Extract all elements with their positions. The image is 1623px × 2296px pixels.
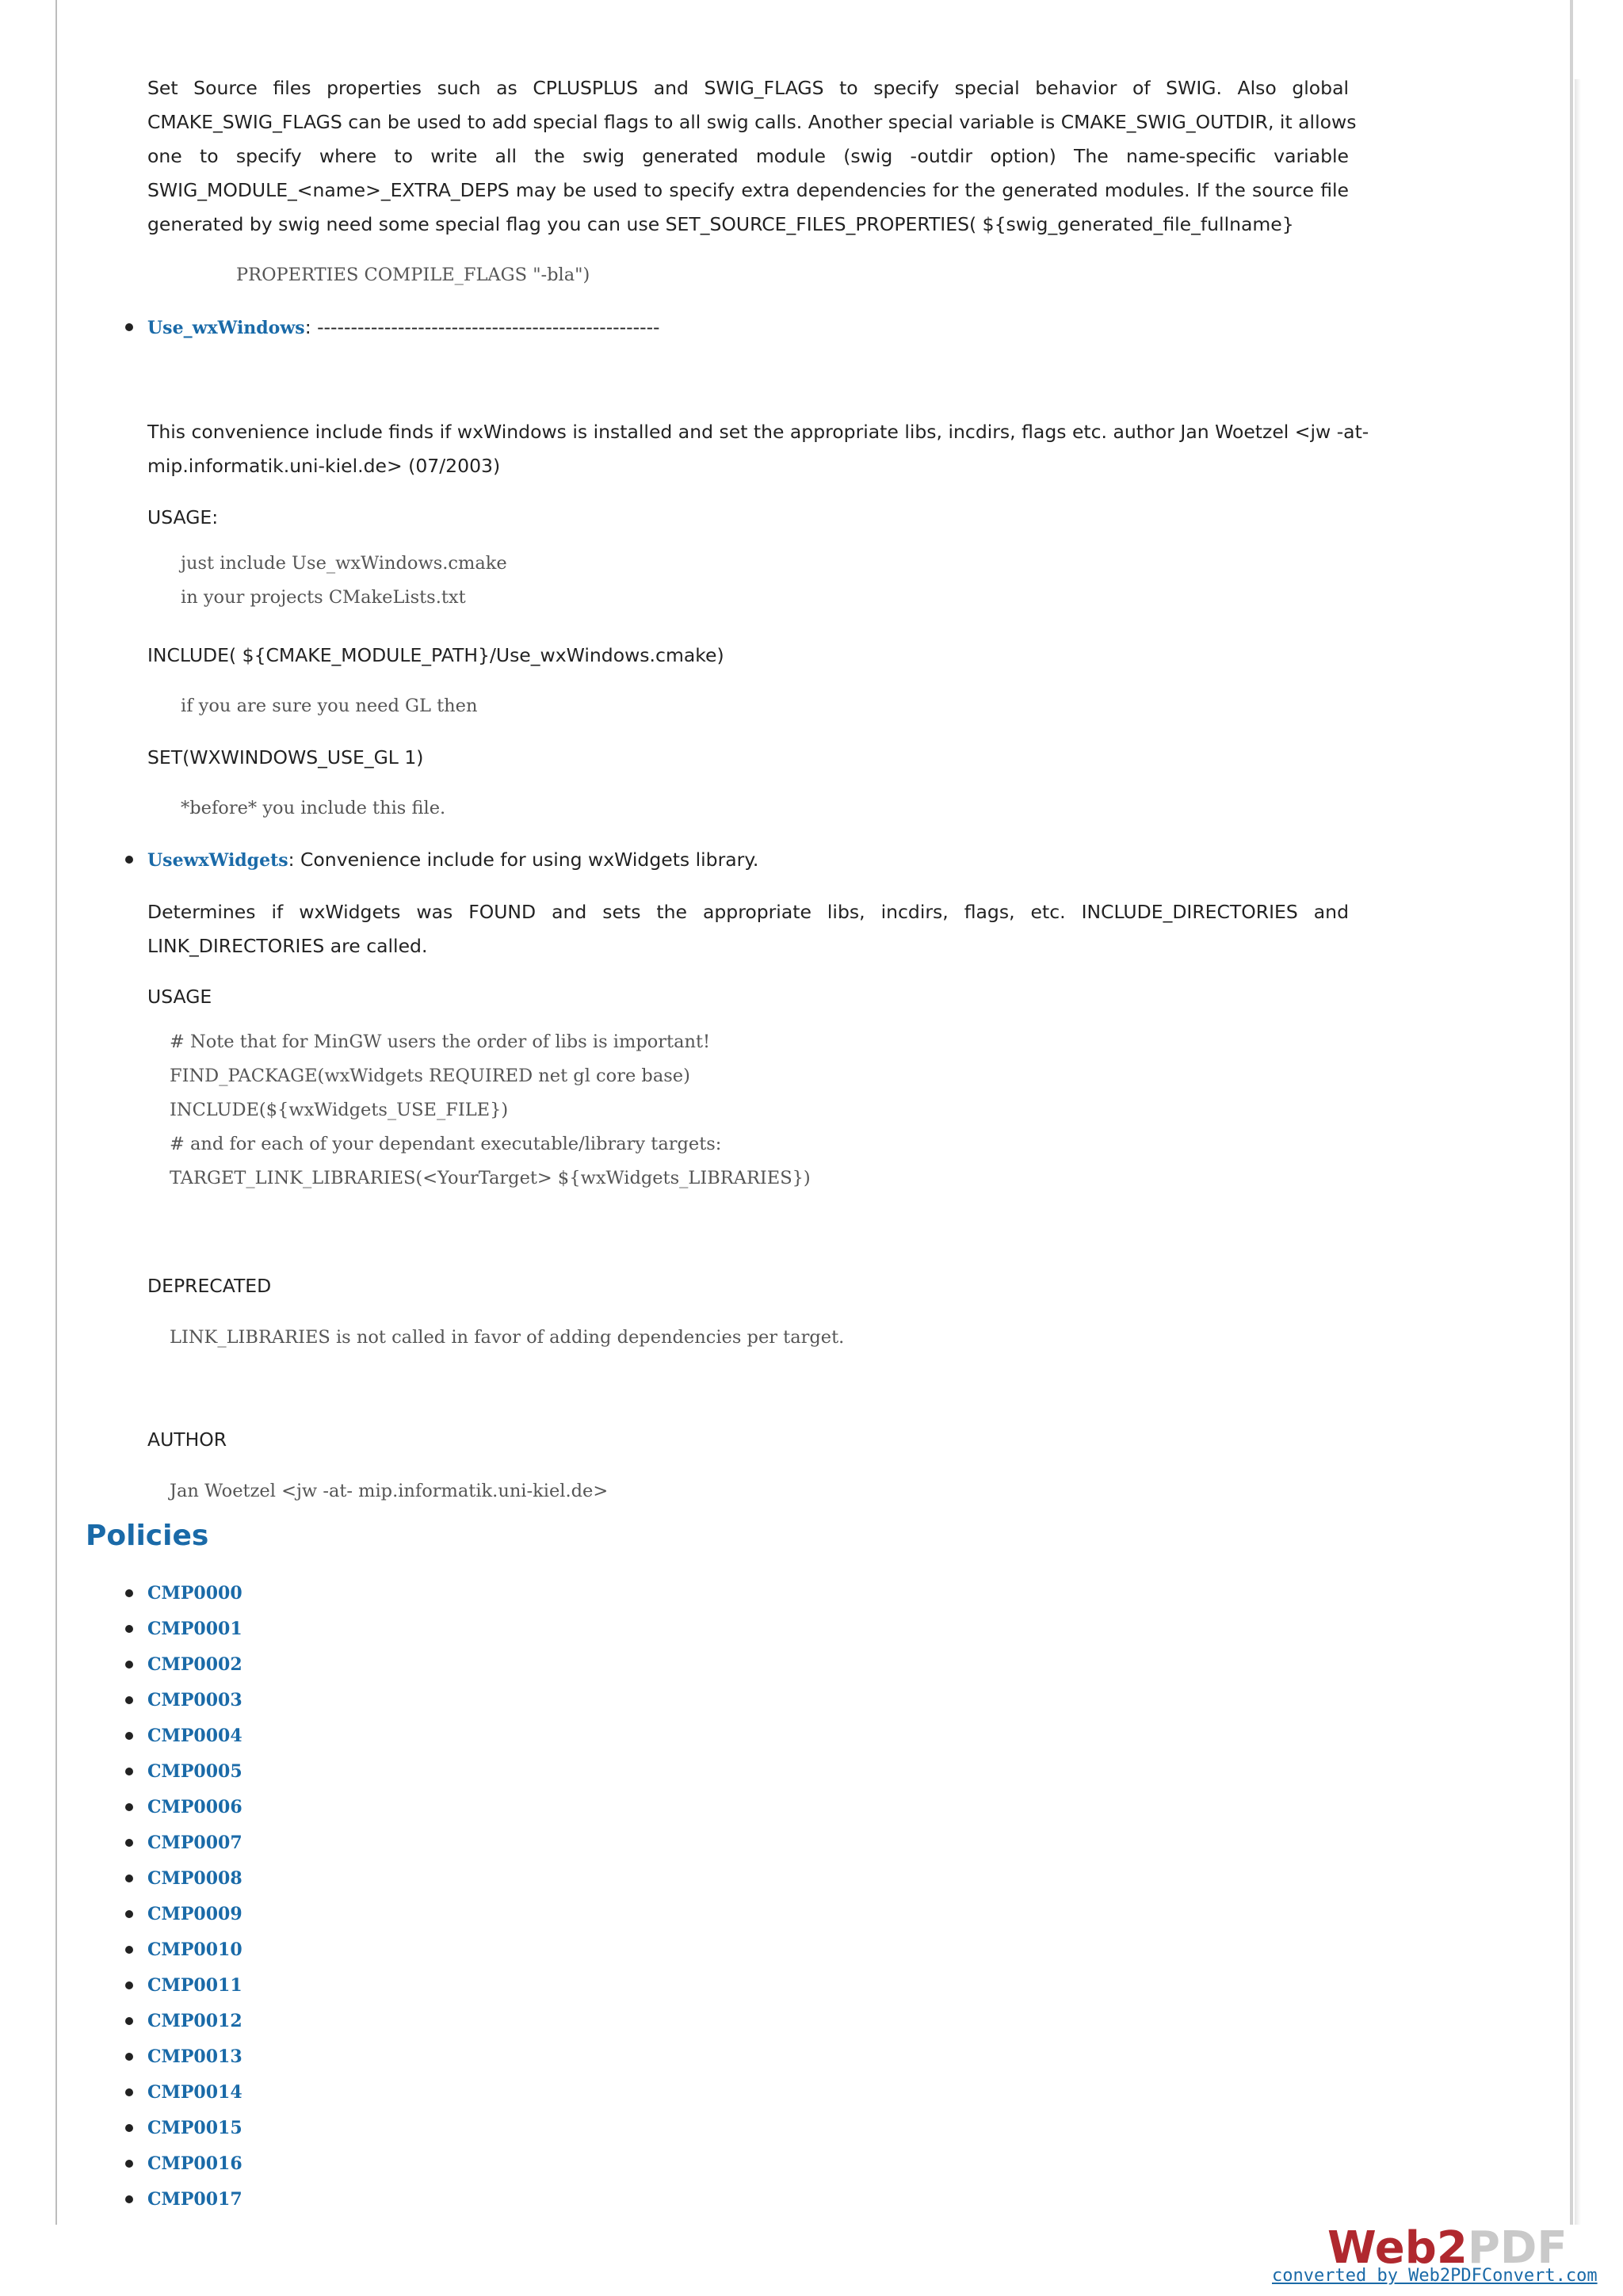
use-wxwindows-code-3: *before* you include this file. [181,798,446,818]
bullet [125,1910,133,1918]
bullet [125,1768,133,1775]
bullet [125,1661,133,1669]
usewxwidgets-author-code: Jan Woetzel <jw -at- mip.informatik.uni-kiel.de> [170,1481,609,1501]
policy-link[interactable]: CMP0009 [147,1904,242,1924]
swig-line-3: one to specify where to write all the swig generated module (swig -outdir option) The name-specific variable [147,145,1349,167]
use-wxwindows-code-2: if you are sure you need GL then [181,696,478,716]
bullet [125,1696,133,1704]
usewxwidgets-suffix: : Convenience include for using wxWidgets library. [288,849,759,871]
policy-link[interactable]: CMP0007 [147,1833,242,1853]
policy-link[interactable]: CMP0015 [147,2118,242,2138]
code-line: TARGET_LINK_LIBRARIES(<YourTarget> ${wxWidgets_LIBRARIES}) [170,1168,811,1188]
usewxwidgets-desc-line-1: Determines if wxWidgets was FOUND and sets the appropriate libs, incdirs, flags, etc. INCLUDE_DIRECTORIES and [147,901,1349,923]
use-wxwindows-link[interactable]: Use_wxWindows [147,318,305,338]
policy-link[interactable]: CMP0000 [147,1583,242,1604]
use-wxwindows-desc-line-1: This convenience include finds if wxWindows is installed and set the appropriate libs, incdirs, flags etc. author Jan Woetzel <jw -at- [147,421,1369,443]
bullet [125,323,133,331]
swig-paragraph [147,71,1357,208]
code-line: just include Use_wxWindows.cmake [181,553,507,574]
usewxwidgets-link[interactable]: UsewxWidgets [147,850,288,871]
bullet [125,2195,133,2203]
code-line: in your projects CMakeLists.txt [181,587,466,608]
policy-link[interactable]: CMP0010 [147,1939,242,1960]
bullet [125,2160,133,2168]
usewxwidgets-code [170,1032,811,1202]
policy-link[interactable]: CMP0012 [147,2011,242,2031]
bullet [125,1732,133,1740]
policy-link[interactable]: CMP0013 [147,2046,242,2067]
bullet [125,2053,133,2061]
policy-link[interactable]: CMP0017 [147,2189,242,2210]
bullet [125,1625,133,1633]
converted-by-link[interactable]: converted by Web2PDFConvert.com [1272,2266,1598,2286]
policy-link[interactable]: CMP0006 [147,1797,242,1817]
bullet [125,856,133,864]
web2pdf-logo [1327,2222,1568,2274]
policy-link[interactable]: CMP0004 [147,1726,242,1746]
use-wxwindows-desc-line-2: mip.informatik.uni-kiel.de> (07/2003) [147,455,501,477]
bullet [125,1946,133,1954]
swig-line-1: Set Source files properties such as CPLUSPLUS and SWIG_FLAGS to specify special behavior of SWIG. Also global [147,77,1349,99]
policy-link[interactable]: CMP0003 [147,1690,242,1711]
bullet [125,1803,133,1811]
usewxwidgets-deprecated-code: LINK_LIBRARIES is not called in favor of adding dependencies per target. [170,1327,845,1348]
policy-link[interactable]: CMP0005 [147,1761,242,1782]
swig-code: PROPERTIES COMPILE_FLAGS "-bla") [236,265,590,285]
policy-link[interactable]: CMP0011 [147,1975,242,1996]
usewxwidgets-usage-label: USAGE [147,986,212,1008]
bullet [125,2088,133,2096]
swig-line-2: CMAKE_SWIG_FLAGS can be used to add special flags to all swig calls. Another special variable is CMAKE_SWIG_OUTDIR, it allows [147,111,1357,133]
usewxwidgets-desc-line-2: LINK_DIRECTORIES are called. [147,935,428,957]
usewxwidgets-deprecated-label: DEPRECATED [147,1275,272,1297]
swig-line-4: SWIG_MODULE_<name>_EXTRA_DEPS may be used to specify extra dependencies for the generated modules. If the source file [147,179,1349,201]
policy-link[interactable]: CMP0001 [147,1619,242,1639]
bullet [125,2124,133,2132]
bullet [125,1839,133,1847]
logo-2: 2 [1436,2222,1468,2274]
usewxwidgets-author-label: AUTHOR [147,1428,227,1451]
logo-web: Web [1327,2222,1437,2274]
bullet [125,2017,133,2025]
logo-pdf: PDF [1467,2222,1568,2274]
use-wxwindows-set-line: SET(WXWINDOWS_USE_GL 1) [147,746,424,769]
bullet [125,1589,133,1597]
use-wxwindows-suffix: : --------------------------------------------------- [304,316,660,338]
policy-link[interactable]: CMP0008 [147,1868,242,1889]
policy-link[interactable]: CMP0014 [147,2082,242,2103]
code-line: INCLUDE(${wxWidgets_USE_FILE}) [170,1100,509,1120]
policy-link[interactable]: CMP0016 [147,2153,242,2174]
bullet [125,1875,133,1882]
bullet [125,1981,133,1989]
use-wxwindows-include-line: INCLUDE( ${CMAKE_MODULE_PATH}/Use_wxWindows.cmake) [147,644,724,666]
usewxwidgets-desc [147,895,1349,929]
policy-link[interactable]: CMP0002 [147,1654,242,1675]
use-wxwindows-code-1 [181,553,507,621]
swig-last-line: generated by swig need some special flag you can use SET_SOURCE_FILES_PROPERTIES( ${swig_generated_file_fullname} [147,213,1294,235]
code-line: # and for each of your dependant executable/library targets: [170,1134,722,1154]
use-wxwindows-item [147,311,660,345]
usewxwidgets-item [147,843,758,878]
code-line: FIND_PACKAGE(wxWidgets REQUIRED net gl core base) [170,1066,690,1086]
policies-heading: Policies [86,1520,209,1552]
use-wxwindows-desc [147,415,1369,449]
code-line: # Note that for MinGW users the order of libs is important! [170,1032,711,1052]
use-wxwindows-usage-label: USAGE: [147,506,219,528]
